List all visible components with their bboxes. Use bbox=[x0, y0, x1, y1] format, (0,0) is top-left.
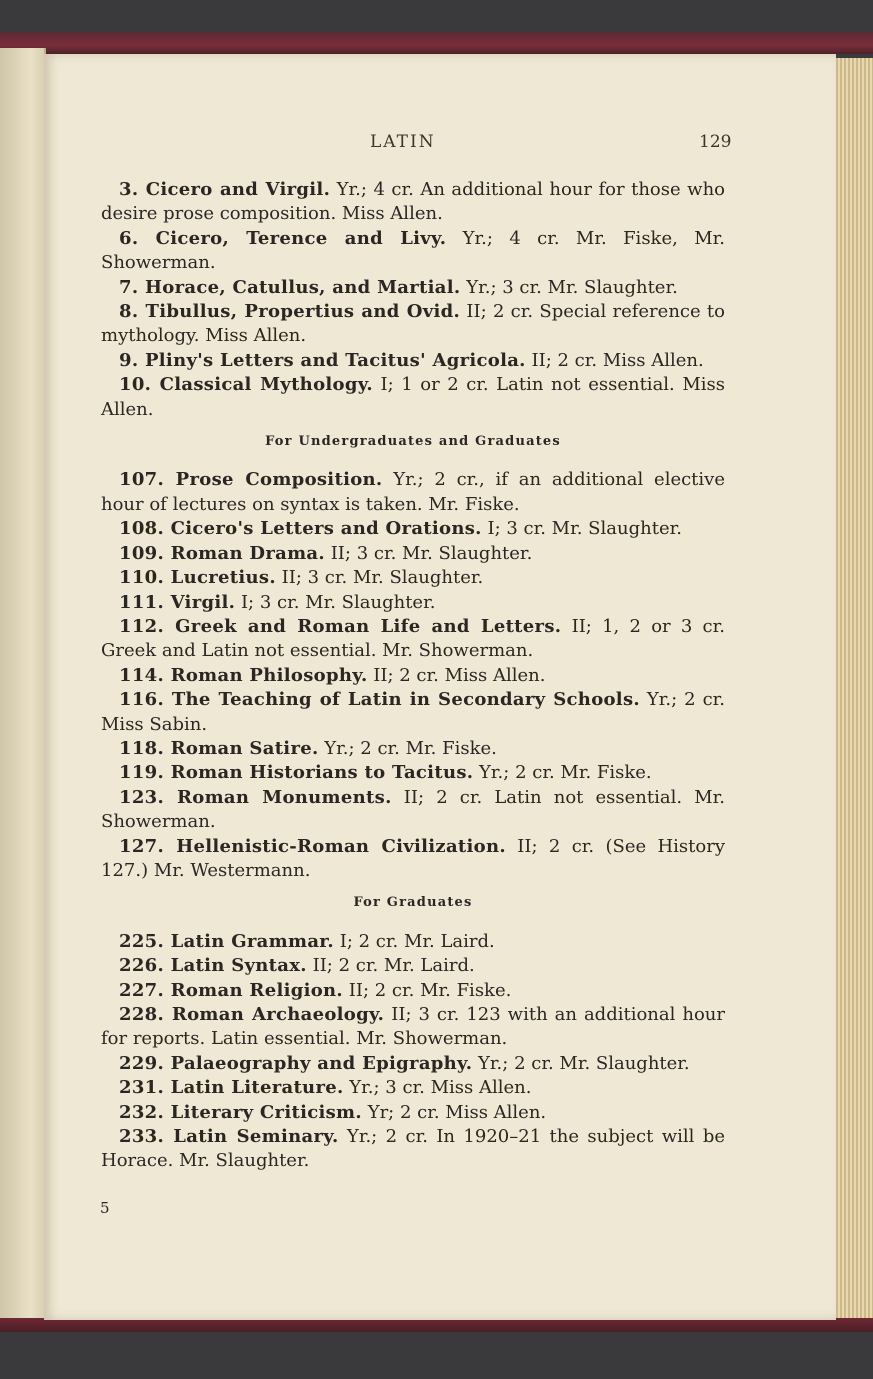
course-title: 107. Prose Composition. bbox=[119, 469, 383, 491]
course-details: Yr.; 2 cr. Mr. Fiske. bbox=[473, 762, 652, 784]
course-details: II; 1, 2 or 3 cr. Greek and Latin not essential. Mr. Showerman. bbox=[101, 615, 725, 662]
course-details: I; 1 or 2 cr. Latin not essential. Miss Allen. bbox=[101, 374, 725, 420]
signature-mark: 5 bbox=[100, 1199, 110, 1217]
course-list bbox=[101, 178, 725, 1174]
course-entry bbox=[101, 835, 725, 884]
course-title: 232. Literary Criticism. bbox=[119, 1101, 362, 1123]
course-group-graduates bbox=[101, 930, 725, 1174]
course-details: II; 2 cr. (See History 127.) Mr. Westermann. bbox=[101, 835, 725, 881]
course-details: II; 2 cr. Miss Allen. bbox=[525, 349, 704, 371]
course-title: 233. Latin Seminary. bbox=[119, 1126, 339, 1148]
course-details: I; 3 cr. Mr. Slaughter. bbox=[481, 518, 682, 540]
course-group-undergrad-grad bbox=[101, 468, 725, 883]
course-title: 3. Cicero and Virgil. bbox=[119, 179, 331, 200]
course-entry bbox=[101, 349, 725, 373]
course-details: Yr; 2 cr. Miss Allen. bbox=[361, 1101, 547, 1123]
course-title: 110. Lucretius. bbox=[119, 567, 276, 589]
course-details: I; 2 cr. Mr. Laird. bbox=[334, 930, 495, 952]
running-head-title: LATIN bbox=[370, 132, 436, 152]
right-page-edges bbox=[836, 58, 873, 1318]
course-details: II; 2 cr. Mr. Fiske. bbox=[343, 979, 512, 1001]
course-details: Yr.; 3 cr. Miss Allen. bbox=[343, 1077, 532, 1099]
course-details: Yr.; 2 cr. Mr. Slaughter. bbox=[472, 1052, 690, 1074]
course-title: 7. Horace, Catullus, and Martial. bbox=[119, 276, 461, 298]
course-title: 109. Roman Drama. bbox=[119, 542, 325, 564]
course-title: 119. Roman Historians to Tacitus. bbox=[119, 762, 474, 784]
course-details: Yr.; 4 cr. An additional hour for those who desire prose composition. Miss Allen. bbox=[101, 179, 725, 225]
course-title: 10. Classical Mythology. bbox=[119, 374, 373, 396]
course-details: Yr.; 3 cr. Mr. Slaughter. bbox=[460, 276, 678, 298]
course-title: 227. Roman Religion. bbox=[119, 979, 344, 1001]
book-cover-bottom bbox=[0, 1318, 873, 1332]
course-group-general bbox=[101, 178, 725, 422]
course-title: 226. Latin Syntax. bbox=[119, 955, 307, 977]
section-heading-undergrad-grad: For Undergraduates and Graduates bbox=[265, 434, 561, 450]
course-entry bbox=[101, 615, 725, 664]
course-entry bbox=[101, 517, 725, 541]
course-entry bbox=[101, 761, 725, 785]
course-entry bbox=[101, 1076, 725, 1100]
course-entry bbox=[101, 786, 725, 835]
course-title: 231. Latin Literature. bbox=[119, 1077, 344, 1099]
course-title: 116. The Teaching of Latin in Secondary Schools. bbox=[119, 689, 640, 711]
course-entry bbox=[101, 373, 725, 422]
course-entry bbox=[101, 591, 725, 615]
course-details: Yr.; 2 cr., if an additional elective hour of lectures on syntax is taken. Mr. Fiske. bbox=[101, 469, 725, 515]
course-details: Yr.; 2 cr. In 1920–21 the subject will be Horace. Mr. Slaughter. bbox=[101, 1126, 725, 1172]
course-entry bbox=[101, 542, 725, 566]
course-title: 111. Virgil. bbox=[119, 591, 236, 613]
course-entry bbox=[101, 468, 725, 517]
course-entry bbox=[101, 276, 725, 300]
course-details: II; 3 cr. 123 with an additional hour for reports. Latin essential. Mr. Showerman. bbox=[101, 1004, 725, 1050]
course-details: II; 2 cr. Miss Allen. bbox=[367, 664, 546, 686]
course-entry bbox=[101, 227, 725, 276]
course-entry bbox=[101, 1052, 725, 1076]
course-details: II; 2 cr. Special reference to mythology. Miss Allen. bbox=[101, 301, 725, 347]
course-details: II; 3 cr. Mr. Slaughter. bbox=[275, 567, 484, 589]
course-title: 9. Pliny's Letters and Tacitus' Agricola. bbox=[119, 349, 526, 371]
course-entry bbox=[101, 178, 725, 227]
course-title: 225. Latin Grammar. bbox=[119, 930, 335, 952]
course-title: 118. Roman Satire. bbox=[119, 737, 319, 759]
course-title: 108. Cicero's Letters and Orations. bbox=[119, 518, 482, 540]
course-entry bbox=[101, 1125, 725, 1174]
course-entry bbox=[101, 979, 725, 1003]
course-title: 228. Roman Archaeology. bbox=[119, 1004, 385, 1025]
course-entry bbox=[101, 930, 725, 954]
book-page bbox=[44, 54, 836, 1320]
course-entry bbox=[101, 1101, 725, 1125]
course-entry bbox=[101, 1003, 725, 1052]
course-title: 229. Palaeography and Epigraphy. bbox=[119, 1052, 473, 1074]
course-details: I; 3 cr. Mr. Slaughter. bbox=[235, 591, 436, 613]
course-title: 6. Cicero, Terence and Livy. bbox=[119, 227, 447, 249]
course-entry bbox=[101, 300, 725, 349]
course-title: 112. Greek and Roman Life and Letters. bbox=[119, 615, 562, 637]
course-details: Yr.; 4 cr. Mr. Fiske, Mr. Showerman. bbox=[101, 227, 725, 274]
book-cover-top bbox=[0, 32, 873, 54]
section-heading-graduates: For Graduates bbox=[353, 895, 473, 911]
course-entry bbox=[101, 664, 725, 688]
course-details: II; 3 cr. Mr. Slaughter. bbox=[324, 542, 533, 564]
course-title: 123. Roman Monuments. bbox=[119, 786, 392, 808]
course-title: 8. Tibullus, Propertius and Ovid. bbox=[119, 301, 461, 323]
course-title: 127. Hellenistic-Roman Civilization. bbox=[119, 835, 506, 857]
left-page-edge bbox=[0, 48, 46, 1324]
course-entry bbox=[101, 737, 725, 761]
course-details: Yr.; 2 cr. Mr. Fiske. bbox=[318, 737, 497, 759]
course-details: II; 2 cr. Latin not essential. Mr. Showerman. bbox=[101, 786, 725, 833]
course-title: 114. Roman Philosophy. bbox=[119, 664, 368, 686]
course-entry bbox=[101, 566, 725, 590]
course-details: II; 2 cr. Mr. Laird. bbox=[306, 955, 475, 977]
course-entry bbox=[101, 954, 725, 978]
page-number: 129 bbox=[699, 132, 732, 152]
course-details: Yr.; 2 cr. Miss Sabin. bbox=[101, 689, 726, 735]
course-entry bbox=[101, 688, 725, 737]
